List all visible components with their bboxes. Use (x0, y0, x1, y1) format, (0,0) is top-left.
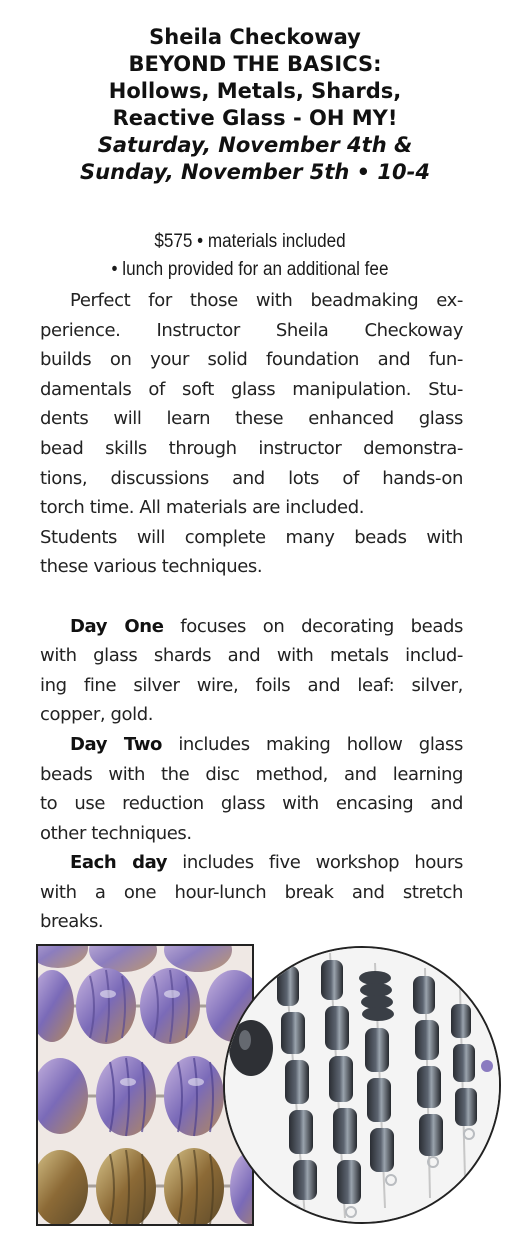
description-line: these various techniques. (40, 556, 263, 578)
workshop-date-line-2: Sunday, November 5th • 10-4 (80, 160, 430, 184)
day-one-text: focuses on decorating beads (163, 615, 463, 637)
day-two-line: beads with the disc method, and learning (40, 763, 463, 785)
day-two-line: to use reduction glass with encasing and (40, 793, 463, 815)
description-line: torch time. All materials are included. (40, 497, 365, 519)
dark-reactive-glass-beads-photo (223, 946, 501, 1224)
day-one-line: with glass shards and with metals includ- (40, 645, 463, 667)
day-two-label: Day Two (70, 733, 163, 755)
workshop-title-line-2: Hollows, Metals, Shards, (108, 79, 402, 103)
each-day-line (40, 848, 463, 878)
description-line: damentals of soft glass manipulation. Stu- (40, 378, 463, 400)
dark-beads-illustration (225, 948, 499, 1222)
description-line: tions, discussions and lots of hands-on (40, 467, 463, 489)
workshop-description (40, 286, 463, 937)
hollow-glass-beads-photo (36, 944, 254, 1226)
day-two-line (40, 730, 463, 760)
workshop-date-line-1: Saturday, November 4th & (97, 133, 413, 157)
day-one-line: ing fine silver wire, foils and leaf: silver, (40, 674, 463, 696)
description-line: bead skills through instructor demonstra- (40, 437, 463, 459)
instructor-name: Sheila Checkoway (149, 25, 361, 49)
hollow-beads-illustration (38, 946, 252, 1224)
each-day-label: Each day (70, 852, 168, 874)
description-line: Perfect for those with beadmaking ex- (70, 290, 463, 311)
description-line: perience. Instructor Sheila Checkoway (40, 319, 463, 341)
day-one-line (40, 612, 463, 642)
description-line: dents will learn these enhanced glass (40, 408, 463, 430)
each-day-line: with a one hour-lunch break and stretch (40, 881, 463, 903)
workshop-title-line-3: Reactive Glass - OH MY! (112, 106, 398, 130)
workshop-title-line-1: BEYOND THE BASICS: (128, 52, 382, 76)
bead-photos (36, 944, 506, 1228)
each-day-line: breaks. (40, 911, 104, 933)
description-line: Students will complete many beads with (40, 526, 463, 548)
day-one-line: copper, gold. (40, 704, 154, 726)
day-two-line: other techniques. (40, 822, 192, 844)
each-day-text: includes five workshop hours (167, 852, 463, 874)
paragraph-gap (40, 582, 463, 612)
day-two-text: includes making hollow glass (162, 733, 463, 755)
price-line-1: $575 • materials included (154, 231, 346, 252)
price-block (25, 228, 475, 284)
workshop-header (0, 24, 510, 186)
description-line: builds on your solid foundation and fun- (40, 349, 463, 371)
price-line-2: • lunch provided for an additional fee (111, 259, 389, 280)
day-one-label: Day One (70, 615, 164, 637)
